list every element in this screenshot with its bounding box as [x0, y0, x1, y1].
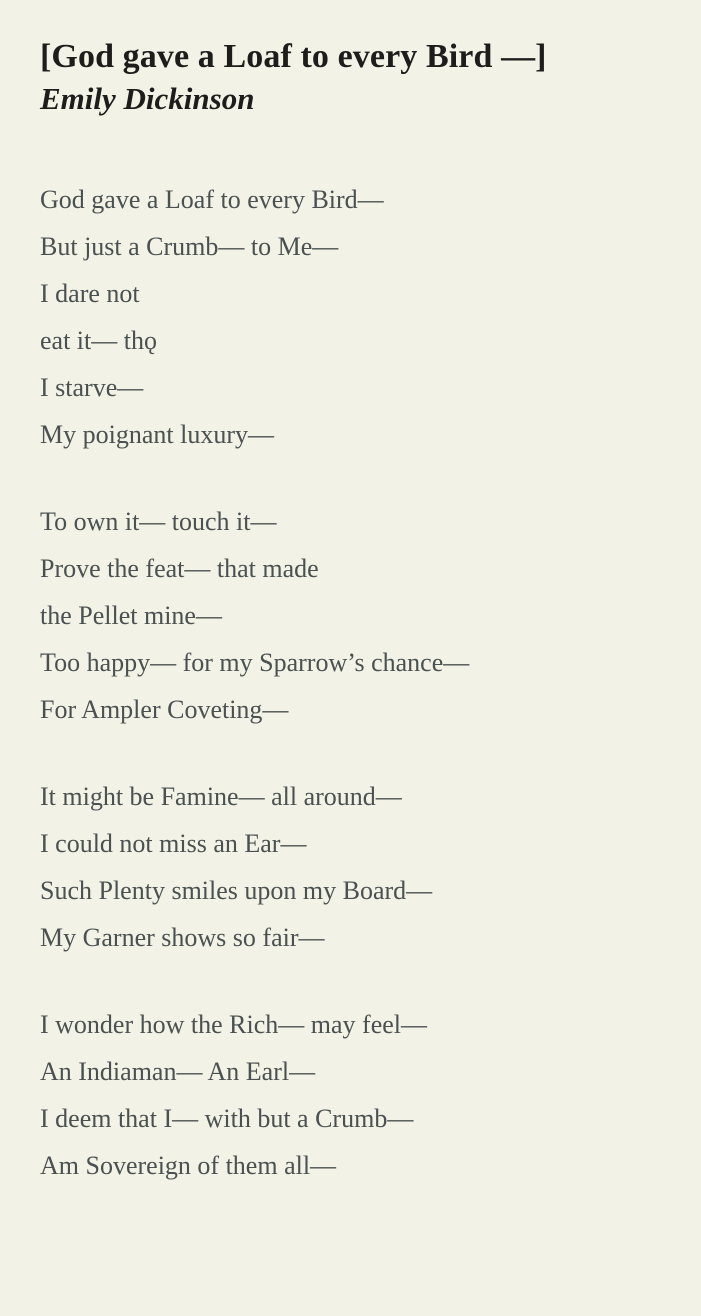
- poem-line: To own it— touch it—: [40, 506, 277, 536]
- poem-line: I deem that I— with but a Crumb—: [40, 1103, 414, 1133]
- stanza: [40, 1001, 661, 1189]
- poem-line: I starve—: [40, 372, 144, 402]
- poem-line: I wonder how the Rich— may feel—: [40, 1009, 428, 1039]
- poem-line: For Ampler Coveting—: [40, 694, 289, 724]
- stanza: [40, 498, 661, 733]
- stanza: [40, 176, 661, 458]
- poem-line: Prove the feat— that made: [40, 553, 319, 583]
- stanza: [40, 773, 661, 961]
- poem-line: I could not miss an Ear—: [40, 828, 307, 858]
- poem-line: the Pellet mine—: [40, 600, 222, 630]
- author-name: Emily Dickinson: [40, 81, 255, 117]
- poem-body: [40, 176, 661, 1189]
- poem-line: Too happy— for my Sparrow’s chance—: [40, 647, 470, 677]
- poem-line: It might be Famine— all around—: [40, 781, 402, 811]
- poem-line: eat it— thǫ: [40, 325, 157, 355]
- poem-line: Such Plenty smiles upon my Board—: [40, 875, 433, 905]
- poem-line: I dare not: [40, 278, 140, 308]
- poem-line: My Garner shows so fair—: [40, 922, 325, 952]
- poem-line: An Indiaman— An Earl—: [40, 1056, 316, 1086]
- poem-line: My poignant luxury—: [40, 419, 274, 449]
- poem-line: But just a Crumb— to Me—: [40, 231, 339, 261]
- poem-line: God gave a Loaf to every Bird—: [40, 184, 384, 214]
- poem-line: Am Sovereign of them all—: [40, 1150, 337, 1180]
- page-title: [God gave a Loaf to every Bird —]: [40, 38, 547, 75]
